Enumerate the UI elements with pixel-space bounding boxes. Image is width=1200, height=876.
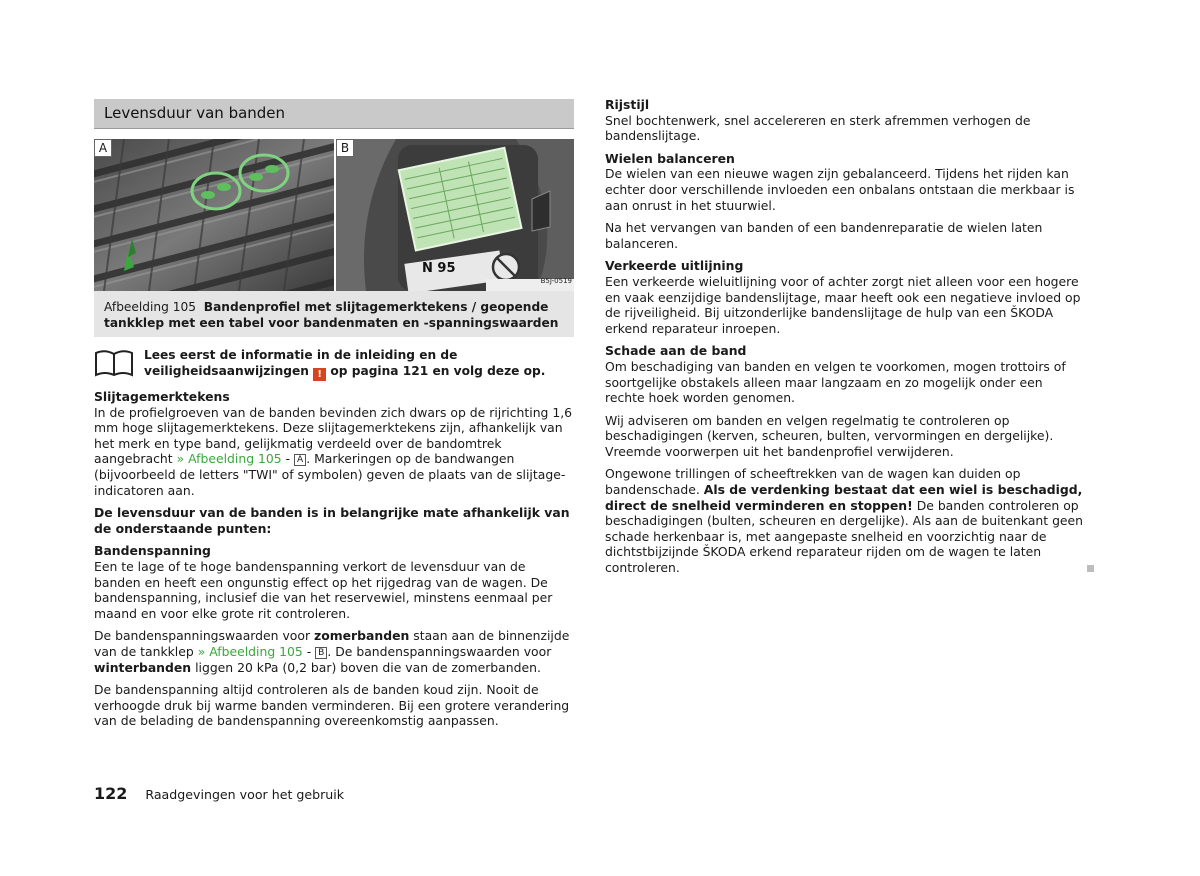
safety-note [94,347,574,383]
damage-paragraph-2: Wij adviseren om banden en velgen regelmatig te controleren op beschadigingen (kerven, scheuren, bulten, vervormingen en dergelijke). Vreemde voorwerpen uit het bandenprofiel verwijderen. [605,412,1054,459]
lifespan-paragraph [94,505,574,536]
note-link[interactable]: op pagina 121 en volg deze op. [330,364,546,378]
left-column [94,99,574,736]
figure-caption [94,291,574,337]
damage-paragraph-1: Om beschadiging van banden en velgen te voorkomen, mogen trottoirs of soortgelijke obstakels alleen maar langzaam en zo mogelijk onder een rechte hoek worden genomen. [605,358,1066,406]
tank-flap-photo-panel [336,139,574,291]
alignment-heading: Verkeerde uitlijning [605,258,744,274]
wear-heading: Slijtagemerktekens [94,389,230,404]
figure-105 [94,139,574,291]
book-icon [94,349,134,377]
damage-warning-bold: Als de verdenking bestaat dat een wiel is beschadigd, direct de snelheid verminderen en stoppen! [605,482,1083,513]
right-column [605,97,1085,583]
pressure-section [94,543,574,729]
balance-paragraph-1: De wielen van een nieuwe wagen zijn gebalanceerd. Tijdens het rijden kan echter door verschillende invloeden een onbalans ontstaan die merkbaar is aan onrust in het stuurwiel. [605,166,1075,213]
wear-text-1: In de profielgroeven van de banden bevinden zich dwars op de rijrichting 1,6 mm hoge slijtagemerktekens. Deze slijtagemerktekens zijn, afhankelijk van het merk en type band, gelijkmatig verdeeld over de bandomtrek aangebracht [94,404,573,467]
p2-text-d: . De bandenspanningswaarden voor [327,643,552,659]
ref-box-b: B [315,647,327,659]
p2-winter: winterbanden [94,659,192,675]
lifespan-bold: De levensduur van de banden is in belangrijke mate afhankelijk van de onderstaande punten: [94,505,570,536]
wear-text-2: . Markeringen op de bandwangen (bijvoorbeeld de letters "TWI" of symbolen) geven de plaats van de slijtage-indicatoren aan. [94,451,566,498]
p2-text-a: De bandenspanningswaarden voor [94,628,311,644]
damage-text-c: De banden controleren op beschadigingen (bulten, scheuren en dergelijke). Als aan de buitenkant geen schade herkenbaar is, met aangepaste snelheid en voorzichtig naar de dichtstbijzijnde ŠKODA erkend reparateur rijden om de wagen te laten controleren. [605,497,1084,576]
figure-link-b[interactable]: » Afbeelding 105 [197,643,303,659]
page-footer [94,786,344,803]
pressure-heading: Bandenspanning [94,543,211,559]
caption-text: Bandenprofiel met slijtagemerktekens / geopende tankklep met een tabel voor bandenmaten en -spanningswaarden [104,300,559,330]
p2-summer: zomerbanden [314,628,410,644]
ref-box-a: A [294,454,306,466]
section-title: Levensduur van banden [94,99,574,129]
balance-paragraph-2: Na het vervangen van banden of een bandenreparatie de wielen laten balanceren. [605,220,1043,251]
panel-b-label: B [336,139,354,157]
tread-photo-panel [94,139,334,291]
balance-heading: Wielen balanceren [605,150,735,166]
pressure-paragraph-2 [94,628,574,675]
caption-number: Afbeelding 105 [104,300,197,314]
note-text-1: Lees eerst de informatie in de inleiding en de veiligheidsaanwijzingen [144,348,458,378]
wear-section [94,389,574,536]
warning-icon: ! [313,368,326,381]
image-code: B5J-0519 [540,277,572,286]
tread-illustration [94,139,334,291]
damage-paragraph-3 [605,466,1085,575]
pressure-paragraph-1: Een te lage of te hoge bandenspanning verkort de levensduur van de banden en heeft een ongunstig effect op het rijgedrag van de wagen. De bandenspanning, inclusief die van het reservewiel, minstens eenmaal per maand en voor elke grote rit controleren. [94,558,553,621]
dash: - [306,643,312,659]
page-number: 122 [94,784,128,803]
wear-paragraph [94,405,574,499]
style-heading: Rijstijl [605,97,650,112]
p2-text-f: liggen 20 kPa (0,2 bar) boven die van de zomerbanden. [195,659,541,675]
dash: - [285,451,291,467]
end-marker [1087,565,1094,572]
damage-heading: Schade aan de band [605,343,747,359]
alignment-paragraph: Een verkeerde wieluitlijning voor of achter zorgt niet alleen voor een hogere en vaak eenzijdige bandenslijtage, maar heeft ook een negatieve invloed op de rijveiligheid. Bij uitzonderlijke bandenslijtage de hulp van een ŠKODA erkend reparateur inroepen. [605,273,1081,336]
pressure-paragraph-3: De bandenspanning altijd controleren als de banden koud zijn. Nooit de verhoogde druk bij warme banden verminderen. Bij een grotere verandering van de belading de bandenspanning overeenkomstig aanpassen. [94,682,570,729]
style-paragraph: Snel bochtenwerk, snel accelereren en sterk afremmen verhogen de bandenslijtage. [605,112,1031,144]
figure-link-a[interactable]: » Afbeelding 105 [176,451,282,467]
footer-text: Raadgevingen voor het gebruik [145,787,345,802]
damage-text-a: Ongewone trillingen of scheeftrekken van de wagen kan duiden op bandenschade. [605,466,1021,498]
panel-a-label: A [94,139,112,157]
p2-text-c: staan aan de binnenzijde van de tankklep [94,628,570,659]
sticker-code: N 95 [422,261,456,276]
